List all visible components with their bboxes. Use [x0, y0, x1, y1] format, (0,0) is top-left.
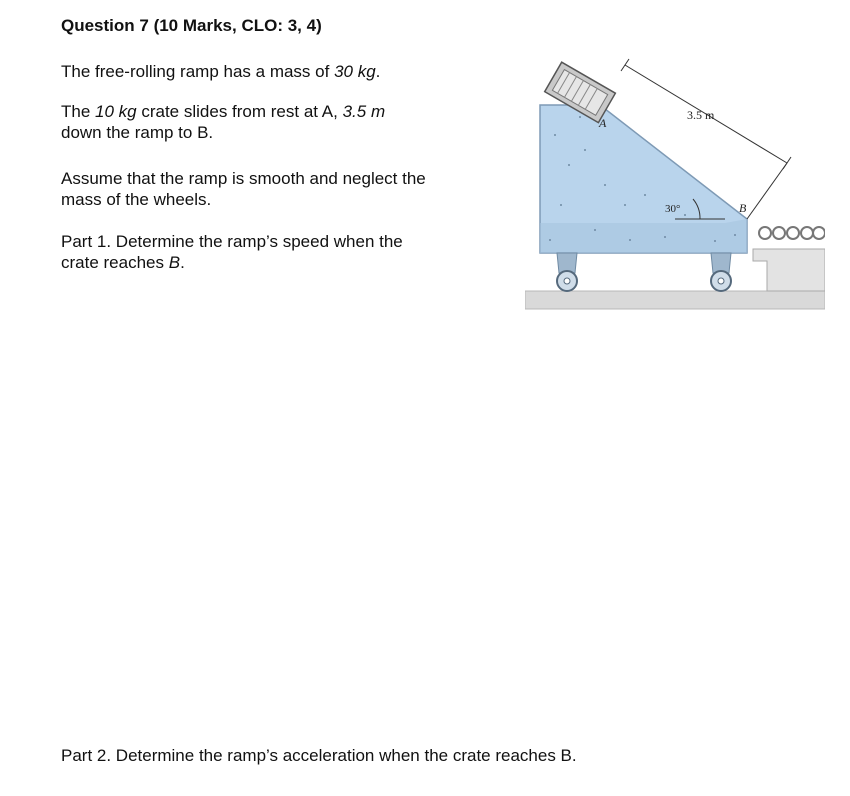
question-title: Question 7 (10 Marks, CLO: 3, 4): [61, 16, 322, 35]
label-angle: 30°: [665, 203, 681, 215]
dimension-leader-b: [747, 163, 787, 219]
p2-distance: 3.5 m: [342, 102, 386, 121]
part1-point-b: B: [168, 253, 181, 272]
assumption-line2: mass of the wheels.: [61, 190, 212, 209]
p1-mass: 30 kg: [334, 62, 376, 81]
left-wheel: [557, 253, 577, 291]
ramp-figure: [525, 55, 825, 315]
label-b: B: [739, 201, 747, 215]
part1-line2: [61, 252, 481, 273]
ground: [525, 291, 825, 309]
crate-statement-line2: down the ramp to B.: [61, 123, 214, 142]
part1-prompt: [61, 231, 481, 273]
dimension-tick-top: [621, 59, 629, 71]
p1-post: .: [375, 62, 381, 81]
crate-statement-line1: [61, 101, 481, 122]
label-distance: 3.5 m: [687, 108, 715, 122]
assumption-line1: Assume that the ramp is smooth and neglect the: [61, 169, 426, 188]
part1-post: .: [180, 253, 185, 272]
p2-mass: 10 kg: [95, 102, 137, 121]
p1-pre: The free-rolling ramp has a mass of: [61, 62, 335, 81]
label-a: A: [599, 116, 607, 130]
p2-pre: The: [61, 102, 96, 121]
part1-line1: Part 1. Determine the ramp’s speed when the: [61, 232, 403, 251]
part1-pre: crate reaches: [61, 253, 169, 272]
ramp-bottom-shade: [540, 219, 747, 253]
conveyor-rollers: [759, 227, 825, 239]
p2-mid: crate slides from rest at A,: [136, 102, 343, 121]
ramp-mass-statement: [61, 61, 380, 82]
assumption-statement: [61, 168, 481, 210]
platform: [753, 249, 825, 291]
crate-statement: [61, 101, 481, 143]
part2-prompt: Part 2. Determine the ramp’s acceleration when the crate reaches B.: [61, 746, 577, 765]
right-wheel: [711, 253, 731, 291]
